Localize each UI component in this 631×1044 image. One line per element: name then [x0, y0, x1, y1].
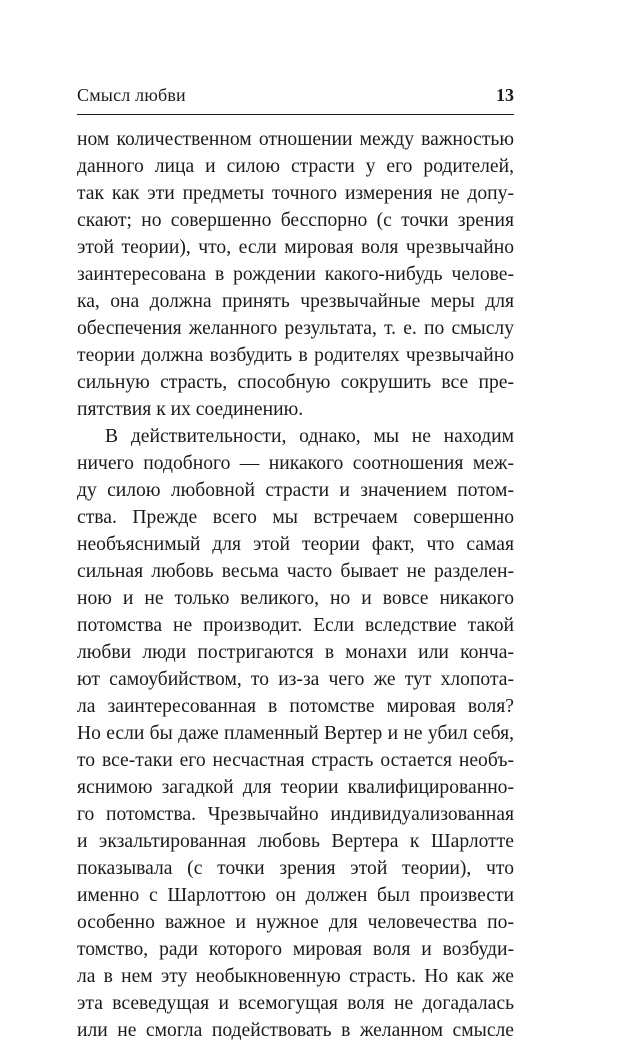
- text-line: или не смогла подействовать в желанном смысле: [77, 1020, 514, 1041]
- page-number: 13: [496, 85, 514, 105]
- text-line: данного лица и силою страсти у его родителей,: [77, 156, 514, 177]
- text-line: ства. Прежде всего мы встречаем совершенно: [77, 507, 514, 528]
- running-head: [77, 82, 514, 108]
- text-line: необъяснимый для этой теории факт, что самая: [77, 534, 514, 555]
- text-line: пятствия к их соединению.: [77, 399, 304, 420]
- text-line: ют самоубийством, то из-за чего же тут хлопота-: [77, 669, 514, 690]
- text-line: заинтересована в рождении какого-нибудь челове-: [77, 264, 514, 285]
- running-title: Смысл любви: [77, 85, 186, 105]
- text-line: ду силою любовной страсти и значением потом-: [77, 480, 514, 501]
- text-line: яснимою загадкой для теории квалифицированно-: [77, 777, 514, 798]
- text-line: ка, она должна принять чрезвычайные меры для: [77, 291, 514, 312]
- text-line: томство, ради которого мировая воля и возбуди-: [77, 939, 514, 960]
- text-line: ном количественном отношении между важностью: [77, 129, 514, 150]
- text-line: этой теории), что, если мировая воля чрезвычайно: [77, 237, 514, 258]
- text-line: ла заинтересованная в потомстве мировая воля?: [77, 696, 514, 717]
- text-line: теории должна возбудить в родителях чрезвычайно: [77, 345, 514, 366]
- text-line: именно с Шарлоттою он должен был произвести: [77, 885, 514, 906]
- text-line: обеспечения желанного результата, т. е. по смыслу: [77, 318, 514, 339]
- text-line: и экзальтированная любовь Вертера к Шарлотте: [77, 831, 514, 852]
- header-rule: [77, 114, 514, 115]
- text-line: ною и не только великого, но и вовсе никакого: [77, 588, 514, 609]
- text-line: го потомства. Чрезвычайно индивидуализованная: [77, 804, 514, 825]
- text-line: ничего подобного — никакого соотношения меж-: [77, 453, 514, 474]
- text-line: так как эти предметы точного измерения не допу-: [77, 183, 514, 204]
- body-text: [77, 126, 514, 1044]
- text-line: показывала (с точки зрения этой теории), что: [77, 858, 514, 879]
- text-line: В действительности, однако, мы не находим: [105, 426, 514, 447]
- text-line: сильную страсть, способную сокрушить все пре-: [77, 372, 514, 393]
- text-line: ла в нем эту необыкновенную страсть. Но как же: [77, 966, 514, 987]
- text-line: то все-таки его несчастная страсть остается необъ-: [77, 750, 514, 771]
- text-line: особенно важное и нужное для человечества по-: [77, 912, 514, 933]
- text-line: сильная любовь весьма часто бывает не разделен-: [77, 561, 514, 582]
- paragraph-1: [77, 126, 514, 423]
- text-line: эта всеведущая и всемогущая воля не догадалась: [77, 993, 514, 1014]
- paragraph-2: [77, 423, 514, 1044]
- text-line: любви люди постригаются в монахи или конча-: [77, 642, 514, 663]
- text-line: Но если бы даже пламенный Вертер и не убил себя,: [77, 723, 514, 744]
- text-line: потомства не производит. Если вследствие такой: [77, 615, 514, 636]
- text-line: скают; но совершенно бесспорно (с точки зрения: [77, 210, 514, 231]
